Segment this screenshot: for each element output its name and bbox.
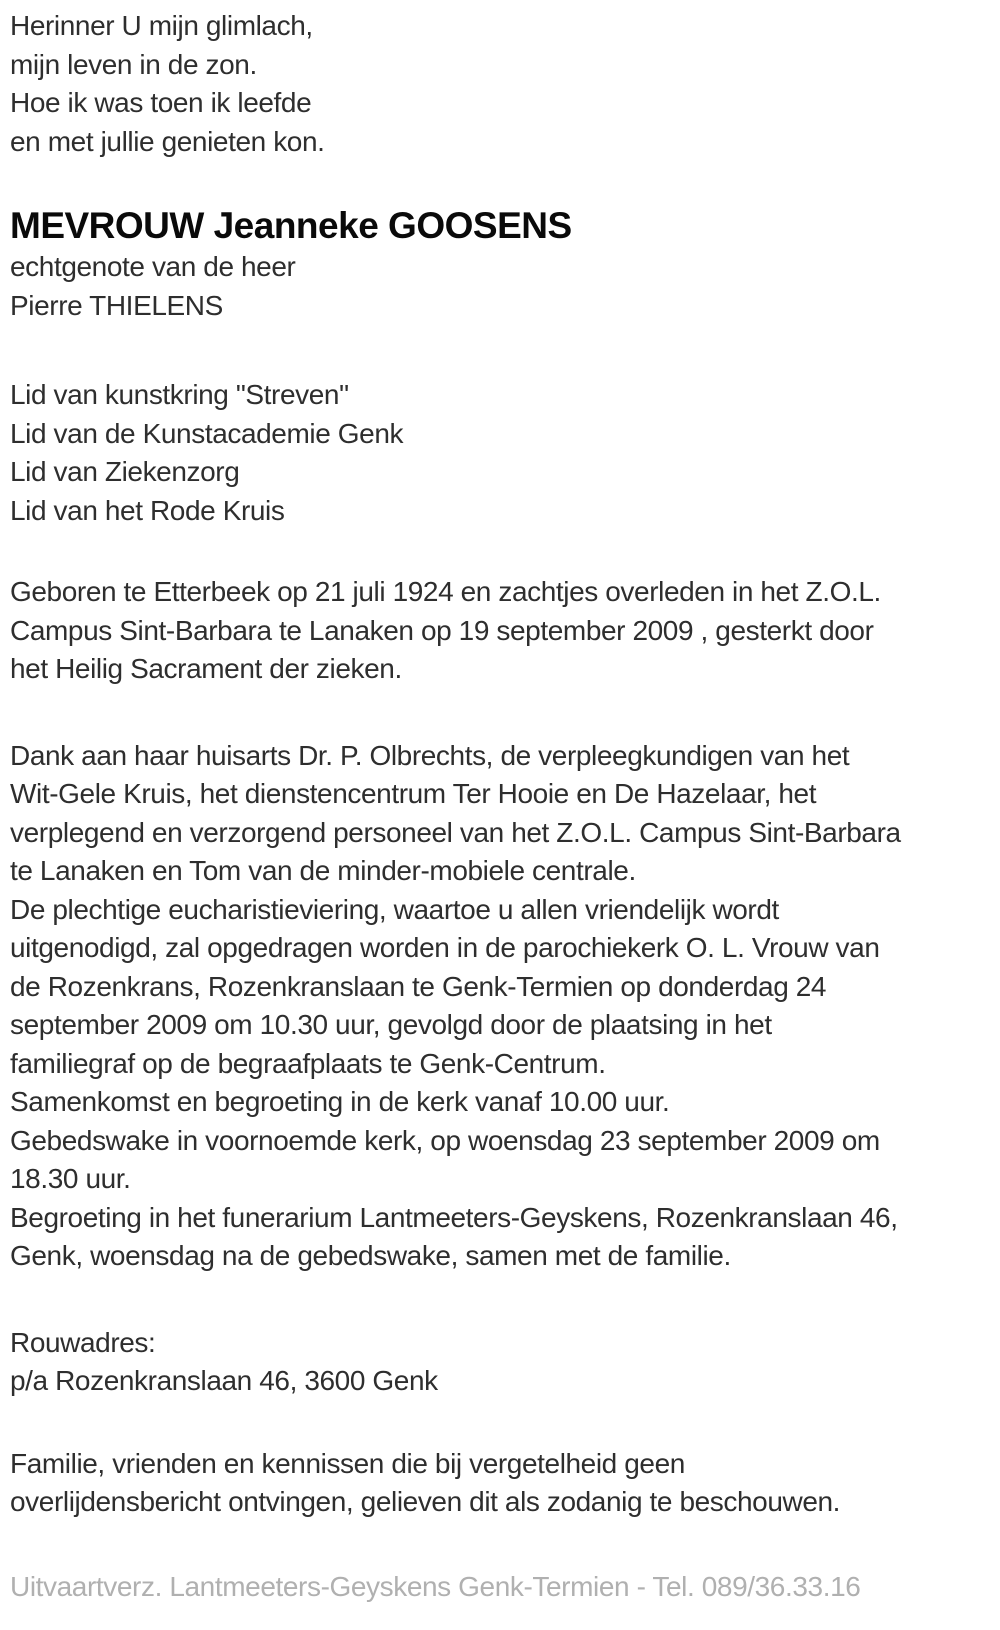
notice-paragraph bbox=[10, 1445, 990, 1522]
service-line: familiegraf op de begraafplaats te Genk-Centrum. bbox=[10, 1047, 606, 1079]
service-line: De plechtige eucharistieviering, waartoe u allen vriendelijk wordt bbox=[10, 893, 779, 925]
poem-line: Hoe ik was toen ik leefde bbox=[10, 87, 312, 118]
service-line: de Rozenkrans, Rozenkranslaan te Genk-Termien op donderdag 24 bbox=[10, 970, 827, 1002]
service-line: september 2009 om 10.30 uur, gevolgd door de plaatsing in het bbox=[10, 1009, 772, 1040]
service-line: Dank aan haar huisarts Dr. P. Olbrechts, de verpleegkundigen van het bbox=[10, 739, 850, 771]
birth-death-line: het Heilig Sacrament der zieken. bbox=[10, 653, 402, 684]
membership-item: Lid van het Rode Kruis bbox=[10, 494, 285, 526]
membership-item: Lid van Ziekenzorg bbox=[10, 456, 240, 487]
service-line: Genk, woensdag na de gebedswake, samen met de familie. bbox=[10, 1240, 731, 1271]
membership-item: Lid van de Kunstacademie Genk bbox=[10, 417, 404, 449]
birth-death-paragraph bbox=[10, 573, 990, 689]
service-line: Begroeting in het funerarium Lantmeeters-Geyskens, Rozenkranslaan 46, bbox=[10, 1201, 898, 1233]
mourning-address-value: p/a Rozenkranslaan 46, 3600 Genk bbox=[10, 1365, 438, 1396]
opening-poem bbox=[10, 7, 990, 161]
spouse-intro-line: echtgenote van de heer bbox=[10, 251, 296, 282]
service-line: uitgenodigd, zal opgedragen worden in de parochiekerk O. L. Vrouw van bbox=[10, 932, 880, 963]
deceased-name-title: MEVROUW Jeanneke GOOSENS bbox=[10, 205, 572, 246]
mourning-address-label: Rouwadres: bbox=[10, 1326, 156, 1358]
birth-death-line: Campus Sint-Barbara te Lanaken op 19 september 2009 , gesterkt door bbox=[10, 614, 874, 646]
service-line: te Lanaken en Tom van de minder-mobiele centrale. bbox=[10, 855, 636, 886]
membership-item: Lid van kunstkring "Streven" bbox=[10, 379, 349, 410]
notice-line: overlijdensbericht ontvingen, gelieven dit als zodanig te beschouwen. bbox=[10, 1486, 841, 1517]
service-line: verplegend en verzorgend personeel van het Z.O.L. Campus Sint-Barbara bbox=[10, 816, 901, 848]
service-line: Gebedswake in voornoemde kerk, op woensdag 23 september 2009 om bbox=[10, 1124, 880, 1156]
poem-line: en met jullie genieten kon. bbox=[10, 125, 325, 157]
service-line: Wit-Gele Kruis, het dienstencentrum Ter Hooie en De Hazelaar, het bbox=[10, 778, 817, 809]
mourning-address bbox=[10, 1324, 990, 1401]
thanks-and-service-paragraph bbox=[10, 737, 990, 1276]
service-line: 18.30 uur. bbox=[10, 1163, 131, 1194]
poem-line: mijn leven in de zon. bbox=[10, 48, 257, 80]
poem-line: Herinner U mijn glimlach, bbox=[10, 10, 313, 41]
birth-death-line: Geboren te Etterbeek op 21 juli 1924 en zachtjes overleden in het Z.O.L. bbox=[10, 576, 881, 607]
notice-line: Familie, vrienden en kennissen die bij vergetelheid geen bbox=[10, 1447, 685, 1479]
spouse-name-line: Pierre THIELENS bbox=[10, 289, 223, 321]
memberships-list bbox=[10, 376, 990, 530]
service-line: Samenkomst en begroeting in de kerk vanaf 10.00 uur. bbox=[10, 1086, 670, 1117]
funeral-home-footer: Uitvaartverz. Lantmeeters-Geyskens Genk-Termien - Tel. 089/36.33.16 bbox=[10, 1570, 861, 1602]
spouse-info bbox=[10, 248, 990, 325]
